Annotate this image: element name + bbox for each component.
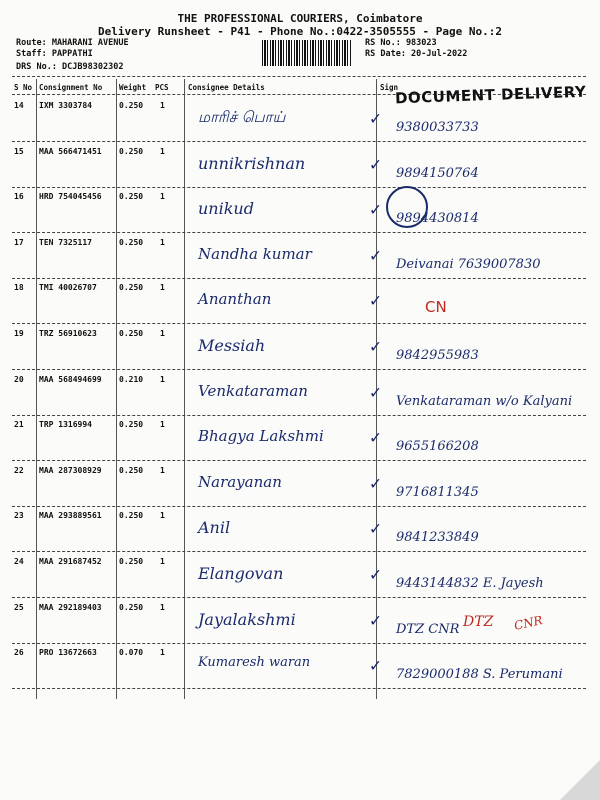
row-weight: 0.250 xyxy=(119,420,144,429)
row-pcs: 1 xyxy=(160,147,165,156)
row-pcs: 1 xyxy=(160,283,165,292)
row-consignee-name: Kumaresh waran xyxy=(198,655,311,670)
row-weight: 0.070 xyxy=(119,648,144,657)
rs-number: RS No.: 983023 xyxy=(365,38,437,48)
row-pcs: 1 xyxy=(160,557,165,566)
row-consignment-no: MAA 293889561 xyxy=(39,511,102,520)
row-consignment-no: MAA 568494699 xyxy=(39,375,102,384)
dtz-annotation: DTZ xyxy=(463,614,494,630)
row-divider xyxy=(12,597,586,598)
row-weight: 0.250 xyxy=(119,603,144,612)
cn-annotation: CN xyxy=(425,298,447,316)
checkmark-icon: ✓ xyxy=(370,245,381,266)
row-signature: Venkataraman w/o Kalyani xyxy=(396,394,573,409)
row-sno: 14 xyxy=(14,101,24,110)
row-pcs: 1 xyxy=(160,375,165,384)
column-header-consignment: Consignment No xyxy=(39,83,103,92)
row-consignee-name: unikud xyxy=(198,199,254,218)
row-weight: 0.210 xyxy=(119,375,144,384)
row-weight: 0.250 xyxy=(119,329,144,338)
checkmark-icon: ✓ xyxy=(370,382,381,403)
checkmark-icon: ✓ xyxy=(370,518,381,539)
row-divider xyxy=(12,323,586,324)
row-pcs: 1 xyxy=(160,648,165,657)
row-consignee-name: Bhagya Lakshmi xyxy=(198,427,324,445)
checkmark-icon: ✓ xyxy=(370,199,381,220)
route-label: Route: MAHARANI AVENUE xyxy=(16,38,129,48)
row-consignee-name: Elangovan xyxy=(198,564,284,583)
row-sno: 16 xyxy=(14,192,24,201)
checkmark-icon: ✓ xyxy=(370,108,381,129)
cnr-annotation: CNR xyxy=(512,613,544,633)
barcode xyxy=(262,40,352,66)
row-pcs: 1 xyxy=(160,192,165,201)
row-divider xyxy=(12,551,586,552)
row-consignment-no: TRZ 56910623 xyxy=(39,329,97,338)
row-weight: 0.250 xyxy=(119,466,144,475)
row-weight: 0.250 xyxy=(119,192,144,201)
row-pcs: 1 xyxy=(160,420,165,429)
column-header-pcs: PCS xyxy=(155,83,169,92)
checkmark-icon: ✓ xyxy=(370,427,381,448)
drs-number: DRS No.: DCJB98302302 xyxy=(16,62,124,72)
row-consignment-no: MAA 291687452 xyxy=(39,557,102,566)
row-consignee-name: Venkataraman xyxy=(198,382,308,400)
row-pcs: 1 xyxy=(160,466,165,475)
checkmark-icon: ✓ xyxy=(370,473,381,494)
row-sno: 15 xyxy=(14,147,24,156)
row-consignment-no: HRD 754045456 xyxy=(39,192,102,201)
rs-date: RS Date: 20-Jul-2022 xyxy=(365,49,468,59)
row-consignee-name: Ananthan xyxy=(198,290,272,308)
row-signature: 9443144832 E. Jayesh xyxy=(396,576,544,591)
row-sno: 19 xyxy=(14,329,24,338)
row-divider xyxy=(12,141,586,142)
row-sno: 20 xyxy=(14,375,24,384)
row-consignment-no: MAA 292189403 xyxy=(39,603,102,612)
row-consignee-name: Narayanan xyxy=(198,473,282,491)
row-signature: 9841233849 xyxy=(396,530,479,545)
row-sno: 18 xyxy=(14,283,24,292)
checkmark-icon: ✓ xyxy=(370,336,381,357)
row-signature: Deivanai 7639007830 xyxy=(396,257,541,272)
row-divider xyxy=(12,187,586,188)
row-signature: DTZ CNR xyxy=(396,622,460,637)
row-consignee-name: unnikrishnan xyxy=(198,154,306,173)
row-pcs: 1 xyxy=(160,238,165,247)
header-top-rule xyxy=(12,76,586,77)
row-consignment-no: MAA 287308929 xyxy=(39,466,102,475)
row-divider xyxy=(12,506,586,507)
row-consignment-no: MAA 566471451 xyxy=(39,147,102,156)
page-fold xyxy=(560,760,600,800)
row-pcs: 1 xyxy=(160,101,165,110)
document-subtitle: Delivery Runsheet - P41 - Phone No.:0422-3505555 - Page No.:2 xyxy=(98,25,502,38)
row-signature: 9894150764 xyxy=(396,166,479,181)
checkmark-icon: ✓ xyxy=(370,290,381,311)
row-sno: 26 xyxy=(14,648,24,657)
row-sno: 22 xyxy=(14,466,24,475)
row-divider xyxy=(12,643,586,644)
column-divider xyxy=(184,79,185,699)
row-consignment-no: IXM 3303784 xyxy=(39,101,92,110)
row-divider xyxy=(12,232,586,233)
row-pcs: 1 xyxy=(160,511,165,520)
row-signature: 9842955983 xyxy=(396,348,479,363)
row-divider xyxy=(12,460,586,461)
row-divider xyxy=(12,415,586,416)
row-weight: 0.250 xyxy=(119,511,144,520)
column-header-weight: Weight xyxy=(119,83,147,92)
row-sno: 17 xyxy=(14,238,24,247)
row-consignee-name: மாரிச் பொய் xyxy=(198,108,286,126)
column-divider xyxy=(36,79,37,699)
row-signature: 9716811345 xyxy=(396,485,479,500)
column-divider xyxy=(116,79,117,699)
row-divider xyxy=(12,278,586,279)
row-consignment-no: PRO 13672663 xyxy=(39,648,97,657)
staff-label: Staff: PAPPATHI xyxy=(16,49,93,59)
column-header-sno: S No xyxy=(14,83,33,92)
row-divider xyxy=(12,688,586,689)
row-weight: 0.250 xyxy=(119,238,144,247)
row-sno: 23 xyxy=(14,511,24,520)
row-consignment-no: TRP 1316994 xyxy=(39,420,92,429)
row-consignee-name: Anil xyxy=(198,518,231,537)
row-signature: 9655166208 xyxy=(396,439,479,454)
row-consignee-name: Messiah xyxy=(198,336,266,355)
checkmark-icon: ✓ xyxy=(370,564,381,585)
row-weight: 0.250 xyxy=(119,101,144,110)
checkmark-icon: ✓ xyxy=(370,610,381,631)
row-consignment-no: TMI 40026707 xyxy=(39,283,97,292)
row-signature: 7829000188 S. Perumani xyxy=(396,667,563,682)
row-sno: 24 xyxy=(14,557,24,566)
row-weight: 0.250 xyxy=(119,557,144,566)
row-consignee-name: Jayalakshmi xyxy=(198,610,296,629)
row-weight: 0.250 xyxy=(119,283,144,292)
row-weight: 0.250 xyxy=(119,147,144,156)
row-sno: 21 xyxy=(14,420,24,429)
row-signature: 9380033733 xyxy=(396,120,479,135)
document-delivery-stamp: DOCUMENT DELIVERY xyxy=(394,82,587,108)
checkmark-icon: ✓ xyxy=(370,154,381,175)
column-header-consignee: Consignee Details xyxy=(188,83,265,92)
row-signature: 9894430814 xyxy=(396,211,479,226)
checkmark-icon: ✓ xyxy=(370,655,381,676)
document-title: THE PROFESSIONAL COURIERS, Coimbatore xyxy=(177,12,423,25)
row-pcs: 1 xyxy=(160,603,165,612)
column-header-signature: Sign xyxy=(380,83,399,92)
row-consignment-no: TEN 7325117 xyxy=(39,238,92,247)
row-sno: 25 xyxy=(14,603,24,612)
row-pcs: 1 xyxy=(160,329,165,338)
signature-circle xyxy=(386,186,428,228)
row-divider xyxy=(12,369,586,370)
row-consignee-name: Nandha kumar xyxy=(198,245,312,263)
